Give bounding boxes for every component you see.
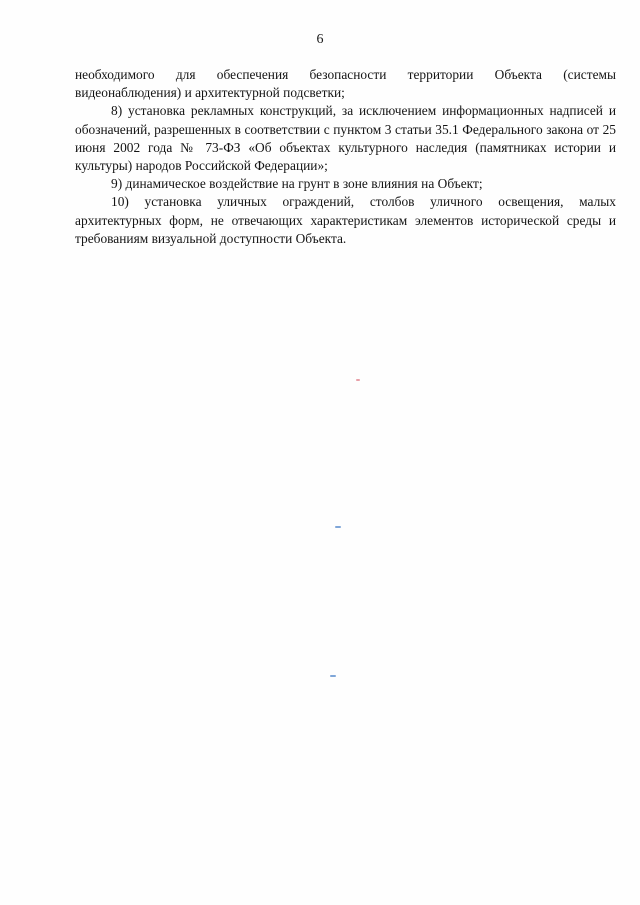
paragraph-item-10: 10) установка уличных ограждений, столбов уличного освещения, малых архитектурных форм, не отвечающих характеристикам элементов исторической среды и требованиям визуальной доступности Объекта. [75, 194, 616, 246]
scan-speck [356, 379, 360, 381]
document-body [75, 66, 616, 248]
page-number: 6 [316, 32, 324, 47]
scan-speck [330, 675, 336, 677]
paragraph-continuation: необходимого для обеспечения безопасности территории Объекта (системы видеонаблюдения) и архитектурной подсветки; [75, 67, 616, 101]
paragraph-item-8: 8) установка рекламных конструкций, за исключением информационных надписей и обозначений, разрешенных в соответствии с пунктом 3 статьи 35.1 Федерального закона от 25 июня 2002 года № 73-ФЗ «Об объектах культурного наследия (памятниках истории и культуры) народов Российской Федерации»; [75, 103, 616, 174]
paragraph-item-9: 9) динамическое воздействие на грунт в зоне влияния на Объект; [111, 176, 483, 192]
scan-speck [335, 526, 341, 528]
